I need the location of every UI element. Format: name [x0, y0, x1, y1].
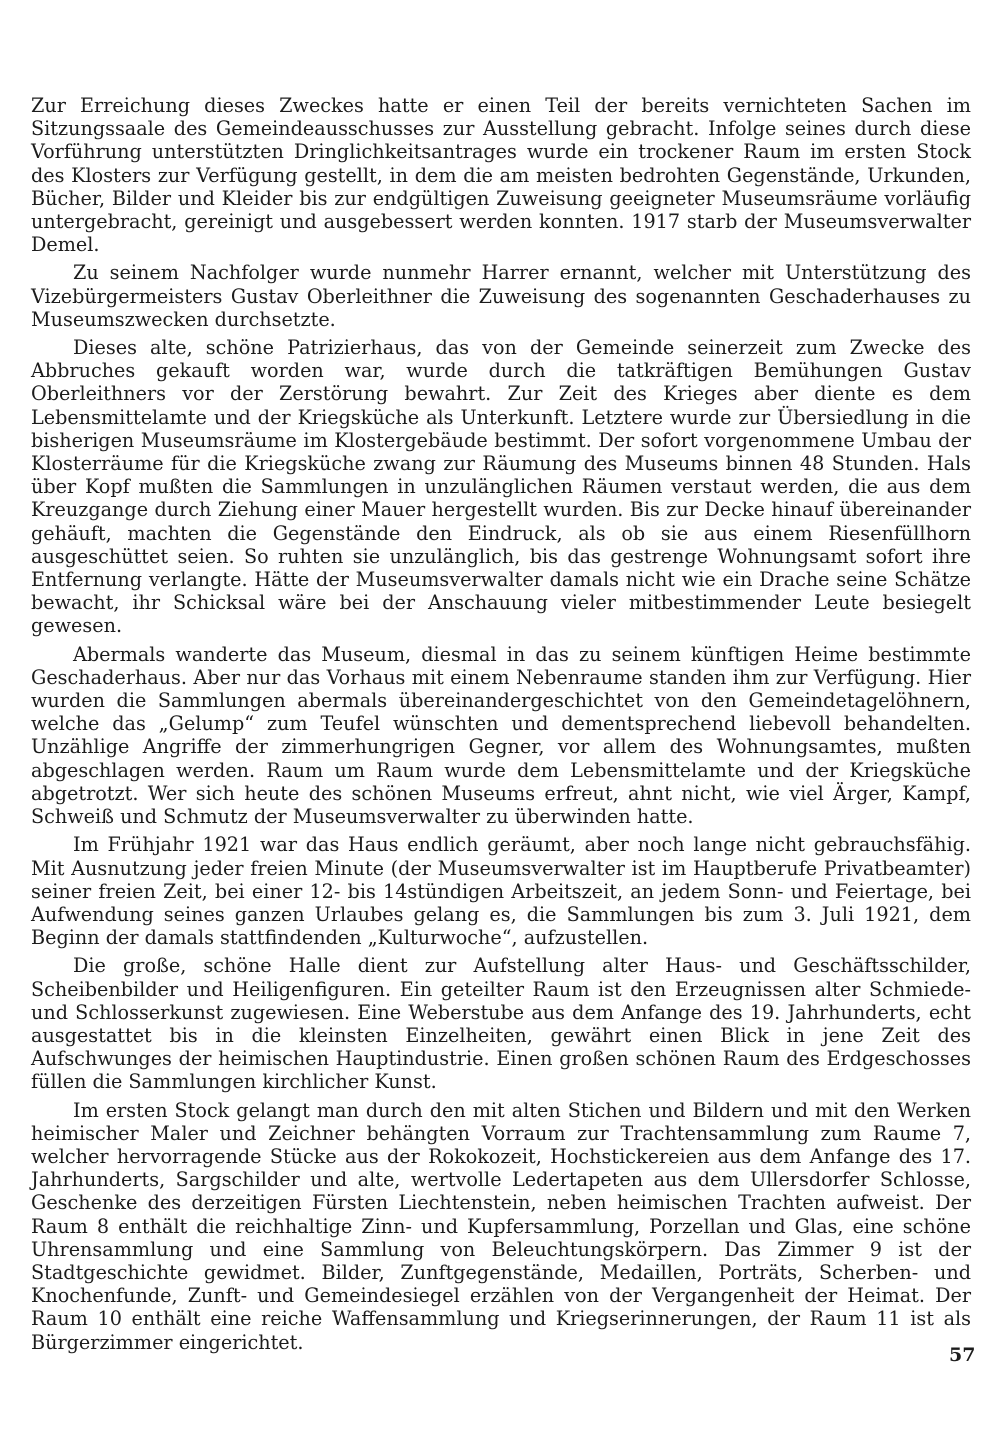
paragraph-6: Die große, schöne Halle dient zur Aufstellung alter Haus- und Geschäftsschilder, Scheibenbilder und Heiligenfiguren. Ein geteilter Raum ist den Erzeugnissen alter Schmiede- und Schlosserkunst zugewiesen. Eine Weberstube aus dem Anfange des 19. Jahrhunderts, echt ausgestattet bis in die kleinsten Einzelheiten, gewährt einen Blick in jene Zeit des Aufschwunges der heimischen Hauptindustrie. Einen großen schönen Raum des Erdgeschosses füllen die Sammlungen kirchlicher Kunst.	[31, 954, 971, 1094]
paragraph-4: Abermals wanderte das Museum, diesmal in das zu seinem künftigen Heime bestimmte Geschaderhaus. Aber nur das Vorhaus mit einem Nebenraume standen ihm zur Verfügung. Hier wurden die Sammlungen abermals übereinandergeschichtet von den Gemeindetagelöhnern, welche das „Gelump“ zum Teufel wünschten und dementsprechend liebevoll behandelten. Unzählige Angriffe der zimmerhungrigen Gegner, vor allem des Wohnungsamtes, mußten abgeschlagen werden. Raum um Raum wurde dem Lebensmittelamte und der Kriegsküche abgetrotzt. Wer sich heute des schönen Museums erfreut, ahnt nicht, wie viel Ärger, Kampf, Schweiß und Schmutz der Museumsverwalter zu überwinden hatte.	[31, 642, 971, 829]
paragraph-5: Im Frühjahr 1921 war das Haus endlich geräumt, aber noch lange nicht gebrauchsfähig. Mit Ausnutzung jeder freien Minute (der Museumsverwalter ist im Hauptberufe Privatbeamter) seiner freien Zeit, bei einer 12- bis 14stündigen Arbeitszeit, an jedem Sonn- und Feiertage, bei Aufwendung seines ganzen Urlaubes gelang es, die Sammlungen bis zum 3. Juli 1921, dem Beginn der damals stattfindenden „Kulturwoche“, aufzustellen.	[31, 833, 971, 950]
paragraph-7: Im ersten Stock gelangt man durch den mit alten Stichen und Bildern und mit den Werken heimischer Maler und Zeichner behängten Vorraum zur Trachtensammlung zum Raume 7, welcher hervorragende Stücke aus der Rokokozeit, Hochstickereien aus dem Anfange des 17. Jahrhunderts, Sargschilder und alte, wertvolle Ledertapeten aus dem Ullersdorfer Schlosse, Geschenke des derzeitigen Fürsten Liechtenstein, neben heimischen Trachten aufweist. Der Raum 8 enthält die reichhaltige Zinn- und Kupfersammlung, Porzellan und Glas, eine schöne Uhrensammlung und eine Sammlung von Beleuchtungskörpern. Das Zimmer 9 ist der Stadtgeschichte gewidmet. Bilder, Zunftgegenstände, Medaillen, Porträts, Scherben- und Knochenfunde, Zunft- und Gemeindesiegel erzählen von der Vergangenheit der Heimat. Der Raum 10 enthält eine reiche Waffensammlung und Kriegserinnerungen, der Raum 11 ist als Bürgerzimmer eingerichtet.	[31, 1098, 971, 1354]
paragraph-1: Zur Erreichung dieses Zweckes hatte er einen Teil der bereits vernichteten Sachen im Sitzungssaale des Gemeindeausschusses zur Ausstellung gebracht. Infolge seines durch diese Vorführung unterstützten Dringlichkeitsantrages wurde ein trockener Raum im ersten Stock des Klosters zur Verfügung gestellt, in dem die am meisten bedrohten Gegenstände, Urkunden, Bücher, Bilder und Kleider bis zur endgültigen Zuweisung geeigneter Museumsräume vorläufig untergebracht, gereinigt und ausgebessert werden konnten. 1917 starb der Museumsverwalter Demel.	[31, 94, 971, 257]
paragraph-2: Zu seinem Nachfolger wurde nunmehr Harrer ernannt, welcher mit Unterstützung des Vizebürgermeisters Gustav Oberleithner die Zuweisung des sogenannten Geschaderhauses zu Museumszwecken durchsetzte.	[31, 261, 971, 331]
page-number: 57	[949, 1344, 976, 1366]
paragraph-3: Dieses alte, schöne Patrizierhaus, das von der Gemeinde seinerzeit zum Zwecke des Abbruches gekauft worden war, wurde durch die tatkräftigen Bemühungen Gustav Oberleithners vor der Zerstörung bewahrt. Zur Zeit des Krieges aber diente es dem Lebensmittelamte und der Kriegsküche als Unterkunft. Letztere wurde zur Übersiedlung in die bisherigen Museumsräume im Klostergebäude bestimmt. Der sofort vorgenommene Umbau der Klosterräume für die Kriegsküche zwang zur Räumung des Museums binnen 48 Stunden. Hals über Kopf mußten die Sammlungen in unzulänglichen Räumen verstaut werden, die aus dem Kreuzgange durch Ziehung einer Mauer hergestellt wurden. Bis zur Decke hinauf übereinander gehäuft, machten die Gegenstände den Eindruck, als ob sie aus einem Riesenfüllhorn ausgeschüttet seien. So ruhten sie unzulänglich, bis das gestrenge Wohnungsamt sofort ihre Entfernung verlangte. Hätte der Museumsverwalter damals nicht wie ein Drache seine Schätze bewacht, ihr Schicksal wäre bei der Anschauung vieler mitbestimmender Leute besiegelt gewesen.	[31, 336, 971, 638]
page-body	[31, 94, 971, 1359]
